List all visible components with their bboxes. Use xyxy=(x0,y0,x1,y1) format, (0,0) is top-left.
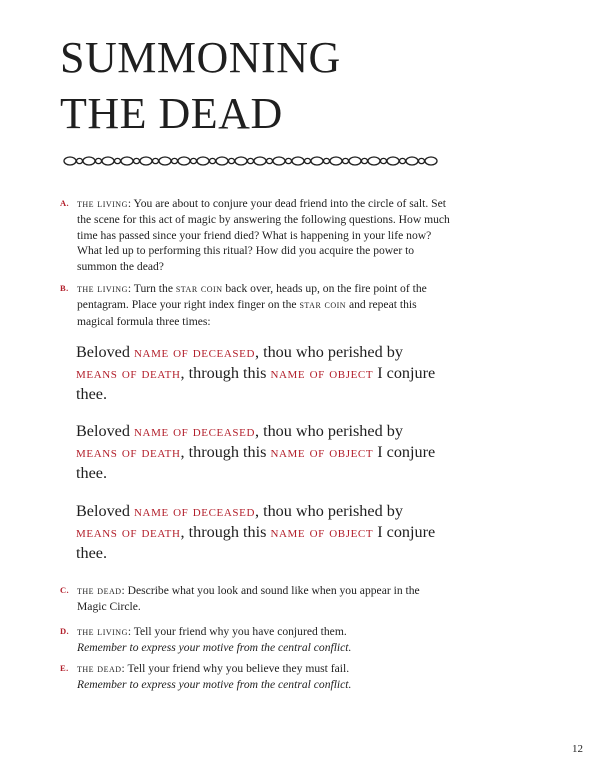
role-label: the dead xyxy=(77,585,122,597)
chain-link xyxy=(292,157,304,165)
chain-link xyxy=(254,157,266,165)
star-coin-label: star coin xyxy=(175,283,223,295)
chain-link xyxy=(273,157,285,165)
title-line-2: THE DEAD xyxy=(60,89,283,138)
chain-link xyxy=(425,157,437,165)
motive-note: Remember to express your motive from the central conflict. xyxy=(77,641,352,655)
incantation-text: , through this xyxy=(180,364,271,382)
incantation-2 xyxy=(76,421,436,483)
chain-link xyxy=(286,158,292,163)
role-label: the dead xyxy=(77,663,122,675)
placeholder-means-of-death: means of death xyxy=(76,445,181,461)
item-letter: B. xyxy=(60,283,69,293)
chain-link xyxy=(267,158,273,163)
incantation-text: Beloved xyxy=(76,422,134,440)
chain-link xyxy=(134,158,140,163)
item-text: : Turn the xyxy=(127,282,176,295)
item-letter: C. xyxy=(60,585,70,595)
placeholder-name-of-object: name of object xyxy=(270,445,374,461)
list-item-a xyxy=(60,196,450,274)
item-text: : Tell your friend why you have conjured them. xyxy=(127,625,347,638)
chain-link xyxy=(419,158,425,163)
item-text: : Tell your friend why you believe they must fail. xyxy=(121,662,350,675)
item-letter: D. xyxy=(60,626,70,636)
chain-link xyxy=(248,158,254,163)
incantation-3 xyxy=(76,501,436,563)
chain-link xyxy=(400,158,406,163)
ornamental-divider xyxy=(60,155,438,167)
incantation-text: I conjure thee. xyxy=(76,443,436,482)
chain-link xyxy=(330,157,342,165)
chain-link xyxy=(235,157,247,165)
motive-note: Remember to express your motive from the central conflict. xyxy=(77,678,352,692)
chain-link xyxy=(362,158,368,163)
placeholder-name-of-object: name of object xyxy=(270,366,374,382)
chain-link xyxy=(121,157,133,165)
incantation-text: I conjure thee. xyxy=(76,364,436,403)
chain-link xyxy=(172,158,178,163)
chain-link xyxy=(197,157,209,165)
chain-link xyxy=(64,157,76,165)
incantation-text: , through this xyxy=(180,443,271,461)
chain-link xyxy=(324,158,330,163)
chain-link xyxy=(115,158,121,163)
incantation-text: I conjure thee. xyxy=(76,523,436,562)
placeholder-name-of-deceased: name of deceased xyxy=(134,504,255,520)
chain-link xyxy=(229,158,235,163)
chain-link xyxy=(305,158,311,163)
list-item-d xyxy=(60,624,351,656)
chain-link xyxy=(83,157,95,165)
chain-link xyxy=(387,157,399,165)
chain-link xyxy=(349,157,361,165)
chain-link xyxy=(191,158,197,163)
chain-link xyxy=(368,157,380,165)
chain-link xyxy=(102,157,114,165)
placeholder-means-of-death: means of death xyxy=(76,525,181,541)
placeholder-means-of-death: means of death xyxy=(76,366,181,382)
item-text: and repeat this magical formula three times: xyxy=(77,298,417,328)
list-item-b xyxy=(60,281,450,329)
chain-link xyxy=(343,158,349,163)
chain-link xyxy=(216,157,228,165)
page-title xyxy=(60,30,341,142)
chain-link xyxy=(381,158,387,163)
placeholder-name-of-deceased: name of deceased xyxy=(134,345,255,361)
item-letter: A. xyxy=(60,198,70,208)
role-label: the living xyxy=(77,626,128,638)
chain-link xyxy=(77,158,83,163)
chain-link xyxy=(159,157,171,165)
chain-link xyxy=(178,157,190,165)
incantation-text: Beloved xyxy=(76,502,134,520)
role-label: the living xyxy=(77,198,128,210)
incantation-text: , thou who perished by xyxy=(255,422,403,440)
incantation-text: Beloved xyxy=(76,343,134,361)
incantation-text: , thou who perished by xyxy=(255,502,403,520)
role-label: the living xyxy=(77,283,128,295)
placeholder-name-of-deceased: name of deceased xyxy=(134,424,255,440)
chain-link xyxy=(406,157,418,165)
page-number: 12 xyxy=(572,743,583,755)
chain-link xyxy=(311,157,323,165)
chain-link xyxy=(153,158,159,163)
item-letter: E. xyxy=(60,663,69,673)
star-coin-label: star coin xyxy=(299,299,347,312)
incantation-1 xyxy=(76,342,436,404)
list-item-c xyxy=(60,583,450,615)
chain-link xyxy=(96,158,102,163)
chain-link xyxy=(140,157,152,165)
list-item-e xyxy=(60,661,351,693)
item-text: back over, heads up, on the fire point of the pentagram. Place your right index finger on the xyxy=(77,282,427,312)
item-text: : You are about to conjure your dead friend into the circle of salt. Set the scene for this act of magic by answering the following questions. How much time has passed since your friend died? What is happening in your life now? What led up to performing this ritual? How did you acquire the power to summon the dead? xyxy=(77,197,450,273)
title-line-1: SUMMONING xyxy=(60,33,341,82)
incantation-text: , through this xyxy=(180,523,271,541)
placeholder-name-of-object: name of object xyxy=(270,525,374,541)
incantation-text: , thou who perished by xyxy=(255,343,403,361)
item-text: : Describe what you look and sound like when you appear in the Magic Circle. xyxy=(77,584,420,614)
chain-link xyxy=(210,158,216,163)
